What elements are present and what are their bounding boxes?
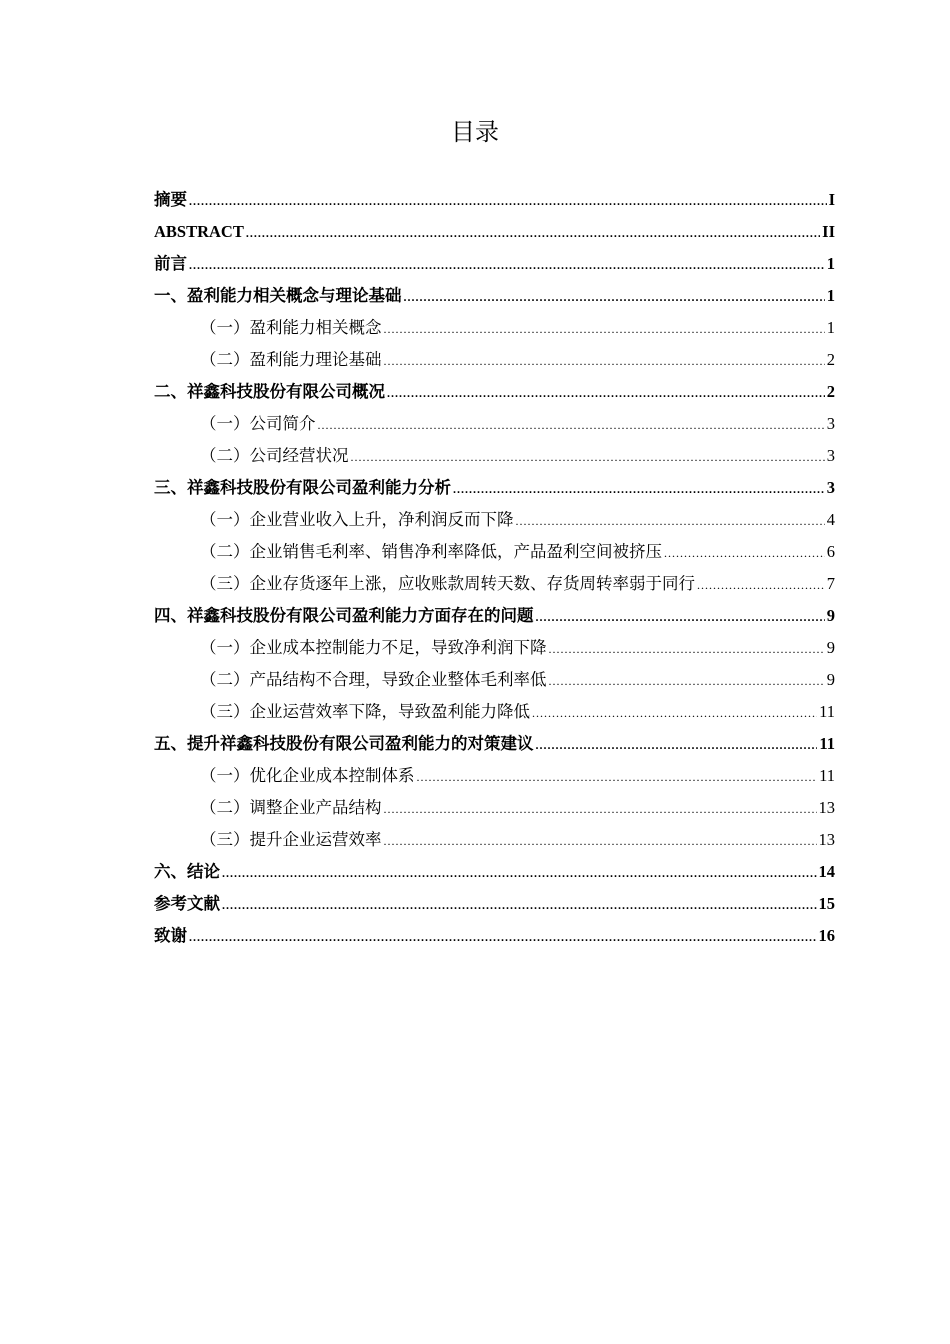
toc-entry[interactable] — [154, 760, 835, 792]
toc-dot-leader — [351, 445, 825, 469]
toc-entry-page-number: 4 — [826, 510, 835, 529]
toc-entry-page-number: I — [828, 190, 835, 209]
toc-entry-page-number: 13 — [818, 830, 835, 849]
toc-dot-leader — [318, 413, 825, 437]
toc-dot-leader — [664, 541, 825, 565]
toc-dot-leader — [516, 509, 825, 533]
toc-entry-label: 六、结论 — [154, 862, 220, 881]
toc-dot-leader — [404, 285, 825, 309]
toc-entry-page-number: 11 — [819, 734, 835, 753]
toc-dot-leader — [536, 733, 818, 757]
toc-entry-page-number: 14 — [818, 862, 835, 881]
toc-entry-page-number: 1 — [826, 254, 835, 273]
toc-entry[interactable] — [154, 248, 835, 280]
toc-entry[interactable] — [154, 408, 835, 440]
toc-entry[interactable] — [154, 184, 835, 216]
toc-entry-label: （一）盈利能力相关概念 — [200, 318, 382, 337]
toc-entry[interactable] — [154, 632, 835, 664]
toc-entry-page-number: 13 — [818, 798, 835, 817]
toc-entry-page-number: 11 — [819, 766, 835, 785]
toc-entry-label: （一）优化企业成本控制体系 — [200, 766, 415, 785]
toc-dot-leader — [453, 477, 825, 501]
toc-entry-page-number: 3 — [826, 478, 835, 497]
toc-entry-page-number: 9 — [826, 606, 835, 625]
toc-entry-page-number: 9 — [826, 670, 835, 689]
toc-entry-page-number: 16 — [818, 926, 835, 945]
toc-entry[interactable] — [154, 280, 835, 312]
toc-entry-label: 三、祥鑫科技股份有限公司盈利能力分析 — [154, 478, 451, 497]
toc-dot-leader — [246, 221, 820, 245]
toc-entry[interactable] — [154, 728, 835, 760]
toc-dot-leader — [384, 797, 817, 821]
toc-entry-label: （二）产品结构不合理，导致企业整体毛利率低 — [200, 670, 547, 689]
toc-entry-label: 一、盈利能力相关概念与理论基础 — [154, 286, 402, 305]
toc-entry-label: （一）公司简介 — [200, 414, 316, 433]
toc-dot-leader — [222, 861, 817, 885]
toc-entry[interactable] — [154, 696, 835, 728]
toc-dot-leader — [384, 829, 817, 853]
toc-entry-label: 二、祥鑫科技股份有限公司概况 — [154, 382, 385, 401]
toc-dot-leader — [189, 925, 817, 949]
toc-dot-leader — [697, 573, 825, 597]
toc-entry-page-number: 1 — [826, 286, 835, 305]
toc-entry-label: 摘要 — [154, 190, 187, 209]
toc-entry-page-number: 1 — [826, 318, 835, 337]
toc-entry-page-number: 2 — [826, 350, 835, 369]
toc-entry-page-number: II — [822, 222, 835, 241]
toc-entry-label: 前言 — [154, 254, 187, 273]
toc-entry-label: （三）企业存货逐年上涨，应收账款周转天数、存货周转率弱于同行 — [200, 574, 695, 593]
toc-dot-leader — [384, 317, 825, 341]
toc-entry[interactable] — [154, 856, 835, 888]
toc-dot-leader — [189, 253, 825, 277]
toc-entry[interactable] — [154, 504, 835, 536]
toc-entry[interactable] — [154, 568, 835, 600]
toc-entry-label: 五、提升祥鑫科技股份有限公司盈利能力的对策建议 — [154, 734, 534, 753]
toc-entry-label: 参考文献 — [154, 894, 220, 913]
toc-entry-label: （二）调整企业产品结构 — [200, 798, 382, 817]
toc-entry-label: （二）盈利能力理论基础 — [200, 350, 382, 369]
toc-entry[interactable] — [154, 216, 835, 248]
toc-entry-page-number: 9 — [826, 638, 835, 657]
toc-entry-label: （二）企业销售毛利率、销售净利率降低，产品盈利空间被挤压 — [200, 542, 662, 561]
toc-entry-label: 四、祥鑫科技股份有限公司盈利能力方面存在的问题 — [154, 606, 534, 625]
toc-dot-leader — [189, 189, 827, 213]
toc-entry-label: ABSTRACT — [154, 222, 244, 241]
toc-entry-page-number: 3 — [826, 446, 835, 465]
toc-entry-label: （三）提升企业运营效率 — [200, 830, 382, 849]
toc-entry[interactable] — [154, 440, 835, 472]
toc-entry-page-number: 15 — [818, 894, 835, 913]
toc-dot-leader — [417, 765, 818, 789]
toc-dot-leader — [384, 349, 825, 373]
toc-entry[interactable] — [154, 792, 835, 824]
toc-entry-page-number: 11 — [819, 702, 835, 721]
toc-entry-label: （一）企业成本控制能力不足，导致净利润下降 — [200, 638, 547, 657]
toc-dot-leader — [549, 669, 825, 693]
toc-dot-leader — [387, 381, 825, 405]
toc-entry-label: （三）企业运营效率下降，导致盈利能力降低 — [200, 702, 530, 721]
toc-entry[interactable] — [154, 376, 835, 408]
toc-entry-page-number: 2 — [826, 382, 835, 401]
toc-entry-page-number: 6 — [826, 542, 835, 561]
toc-dot-leader — [536, 605, 825, 629]
toc-entry[interactable] — [154, 888, 835, 920]
toc-entry[interactable] — [154, 472, 835, 504]
toc-entry-label: 致谢 — [154, 926, 187, 945]
toc-dot-leader — [532, 701, 817, 725]
toc-entry-label: （二）公司经营状况 — [200, 446, 349, 465]
toc-entry[interactable] — [154, 824, 835, 856]
toc-entry[interactable] — [154, 664, 835, 696]
toc-title: 目录 — [451, 118, 499, 146]
toc-entry[interactable] — [154, 920, 835, 952]
toc-dot-leader — [549, 637, 825, 661]
toc-entry[interactable] — [154, 344, 835, 376]
toc-entry[interactable] — [154, 536, 835, 568]
toc-entry-page-number: 7 — [826, 574, 835, 593]
table-of-contents — [154, 184, 835, 952]
toc-entry-label: （一）企业营业收入上升，净利润反而下降 — [200, 510, 514, 529]
toc-entry[interactable] — [154, 312, 835, 344]
toc-dot-leader — [222, 893, 817, 917]
toc-entry-page-number: 3 — [826, 414, 835, 433]
toc-entry[interactable] — [154, 600, 835, 632]
